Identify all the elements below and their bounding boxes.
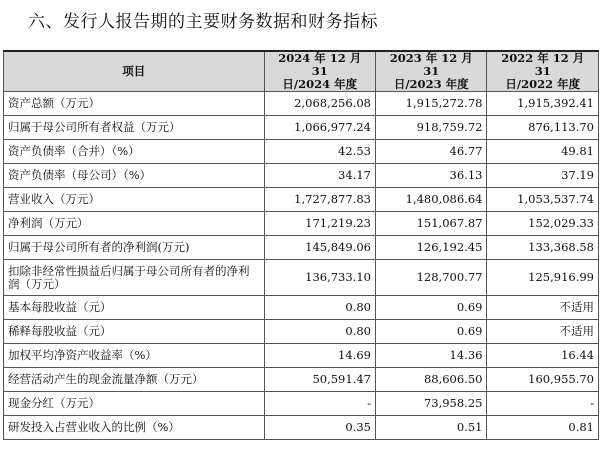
value-2024: 42.53 [264,140,375,164]
table-row [4,164,599,188]
table-row [4,344,599,368]
value-2023: 126,192.45 [375,236,486,260]
value-2023: 73,958.25 [375,392,486,416]
value-2022: 876,113.70 [487,116,599,140]
financial-indicators-table [3,50,599,440]
value-2023: 14.36 [375,344,486,368]
value-2022: 不适用 [487,296,599,320]
value-2024: - [264,392,375,416]
row-label: 经营活动产生的现金流量净额（万元） [4,368,265,392]
row-label: 稀释每股收益（元） [4,320,265,344]
header-2023-line1: 2023 年 12 月 31 [389,51,473,78]
value-2024: 171,219.23 [264,212,375,236]
header-2023-line2: 日/2023 年度 [393,77,469,91]
row-label: 加权平均净资产收益率（%） [4,344,265,368]
value-2024: 34.17 [264,164,375,188]
row-label: 归属于母公司所有者的净利润(万元) [4,236,265,260]
value-2024: 145,849.06 [264,236,375,260]
header-2023 [375,51,486,92]
value-2024: 1,066,977.24 [264,116,375,140]
row-label: 资产负债率（合并）（%） [4,140,265,164]
value-2024: 0.80 [264,320,375,344]
header-2022 [487,51,599,92]
value-2024: 0.80 [264,296,375,320]
value-2022: 160,955.70 [487,368,599,392]
value-2022: 49.81 [487,140,599,164]
table-row [4,368,599,392]
header-2022-line2: 日/2022 年度 [505,77,581,91]
value-2023: 0.69 [375,296,486,320]
value-2022: 1,915,392.41 [487,92,599,116]
row-label: 营业收入（万元） [4,188,265,212]
header-2024 [264,51,375,92]
row-label: 资产负债率（母公司）（%） [4,164,265,188]
value-2023: 918,759.72 [375,116,486,140]
value-2023: 46.77 [375,140,486,164]
table-row [4,260,599,296]
value-2024: 50,591.47 [264,368,375,392]
table-row [4,92,599,116]
row-label: 基本每股收益（元） [4,296,265,320]
table-row [4,296,599,320]
value-2023: 0.69 [375,320,486,344]
value-2024: 0.35 [264,416,375,440]
table-row [4,140,599,164]
row-label: 净利润（万元） [4,212,265,236]
table-row [4,236,599,260]
value-2022: 37.19 [487,164,599,188]
value-2024: 136,733.10 [264,260,375,296]
value-2023: 128,700.77 [375,260,486,296]
value-2024: 2,068,256.08 [264,92,375,116]
value-2022: - [487,392,599,416]
section-heading: 六、发行人报告期的主要财务数据和财务指标 [28,12,378,32]
table-row [4,392,599,416]
value-2023: 36.13 [375,164,486,188]
value-2023: 0.51 [375,416,486,440]
value-2022: 不适用 [487,320,599,344]
value-2023: 88,606.50 [375,368,486,392]
row-label: 扣除非经常性损益后归属于母公司所有者的净利润（万元） [4,260,265,296]
table-row [4,212,599,236]
value-2023: 151,067.87 [375,212,486,236]
row-label: 资产总额（万元） [4,92,265,116]
table-header-row [4,51,599,92]
row-label: 研发投入占营业收入的比例（%） [4,416,265,440]
value-2022: 152,029.33 [487,212,599,236]
value-2022: 16.44 [487,344,599,368]
value-2022: 1,053,537.74 [487,188,599,212]
header-2024-line2: 日/2024 年度 [282,77,358,91]
header-2024-line1: 2024 年 12 月 31 [278,51,362,78]
table-row [4,416,599,440]
header-item: 项目 [4,51,265,92]
value-2023: 1,480,086.64 [375,188,486,212]
value-2022: 125,916.99 [487,260,599,296]
value-2024: 1,727,877.83 [264,188,375,212]
row-label: 归属于母公司所有者权益（万元） [4,116,265,140]
value-2022: 133,368.58 [487,236,599,260]
table-row [4,188,599,212]
table-row [4,320,599,344]
value-2024: 14.69 [264,344,375,368]
value-2023: 1,915,272.78 [375,92,486,116]
row-label: 现金分红（万元） [4,392,265,416]
header-2022-line1: 2022 年 12 月 31 [501,51,585,78]
table-row [4,116,599,140]
value-2022: 0.81 [487,416,599,440]
